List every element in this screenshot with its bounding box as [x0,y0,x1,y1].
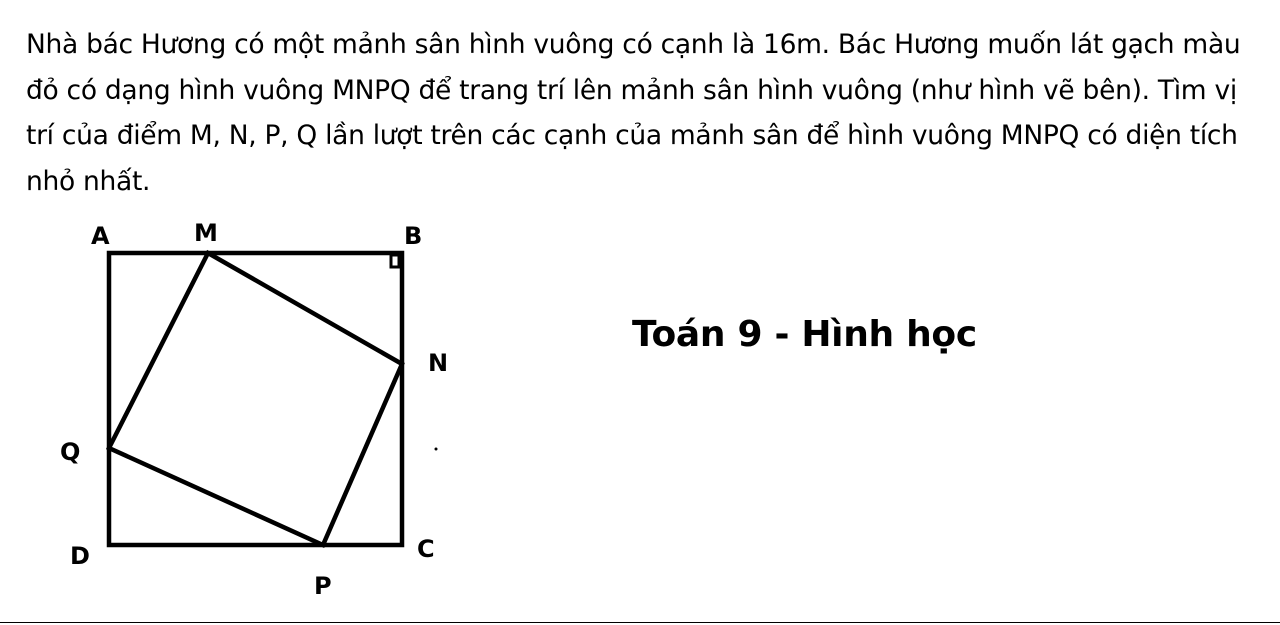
bottom-divider [0,622,1280,623]
stray-mark [435,448,438,451]
label-m: M [194,219,218,247]
label-c: C [417,535,435,563]
label-a: A [91,222,110,250]
label-q: Q [60,438,81,466]
label-n: N [428,349,449,377]
geometry-diagram [0,200,500,620]
label-b: B [404,222,423,250]
label-p: P [314,572,332,600]
right-angle-mark [391,255,399,267]
inner-square-mnpq [109,253,402,545]
problem-text: Nhà bác Hương có một mảnh sân hình vuông có cạnh là 16m. Bác Hương muốn lát gạch màu đỏ có dạng hình vuông MNPQ để trang trí lên mảnh sân hình vuông (như hình vẽ bên). Tìm vị trí của điểm M, N, P, Q lần lượt trên các cạnh của mảnh sân để hình vuông MNPQ có diện tích nhỏ nhất. [26,29,1241,197]
outer-square-abcd [109,253,402,545]
subtitle: Toán 9 - Hình học [632,314,977,355]
label-d: D [70,542,90,570]
